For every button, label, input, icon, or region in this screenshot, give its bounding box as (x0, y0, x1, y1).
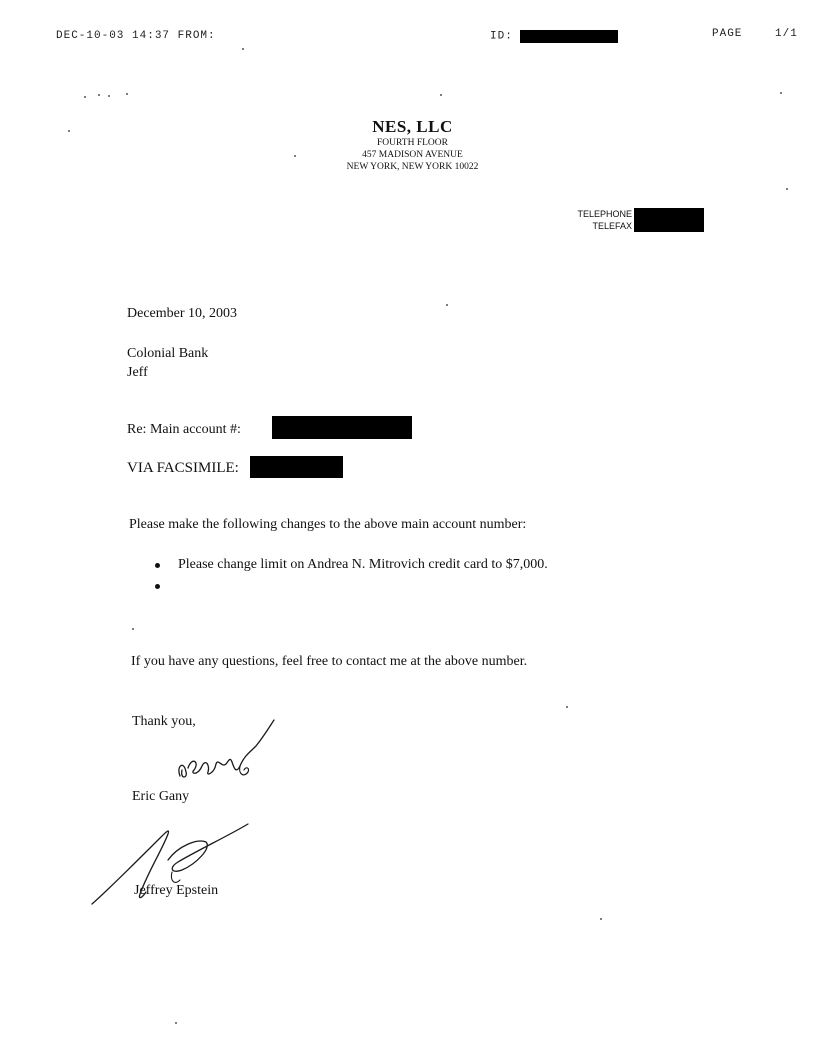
scan-speck (446, 304, 448, 306)
address-line: NEW YORK, NEW YORK 10022 (346, 162, 479, 172)
fax-id (490, 30, 618, 43)
scan-speck (126, 93, 128, 95)
scan-speck (98, 94, 100, 96)
scan-speck (440, 94, 442, 96)
intro-paragraph: Please make the following changes to the above main account number: (129, 517, 527, 532)
thanks-line: Thank you, (132, 714, 196, 729)
telephone-label: TELEPHONE (577, 209, 632, 219)
telephone-row (560, 208, 710, 220)
signer-name: Eric Gany (132, 789, 190, 804)
scan-speck (786, 188, 788, 190)
scan-speck (132, 628, 134, 630)
fax-page-number: 1/1 (775, 28, 798, 40)
bullet-item: Please change limit on Andrea N. Mitrovich credit card to $7,000. (178, 557, 548, 572)
company-name: NES, LLC (372, 117, 453, 136)
scan-speck (780, 92, 782, 94)
fax-header (0, 30, 817, 46)
closing-paragraph: If you have any questions, feel free to contact me at the above number. (131, 654, 528, 669)
via-label: VIA FACSIMILE: (127, 460, 239, 476)
redaction-bar (250, 456, 343, 478)
scan-speck (84, 96, 86, 98)
address-line: 457 MADISON AVENUE (362, 150, 463, 160)
redaction-bar (272, 416, 412, 439)
recipient-line: Colonial Bank (127, 346, 209, 361)
bullet-dot (155, 563, 160, 568)
redaction-bar (634, 220, 704, 232)
scan-speck (68, 130, 70, 132)
redaction-bar (634, 208, 704, 220)
scan-speck (242, 48, 244, 50)
re-label: Re: Main account #: (127, 422, 241, 437)
letter-date: December 10, 2003 (127, 306, 238, 321)
recipient-line: Jeff (127, 365, 148, 380)
via-line (127, 459, 239, 477)
re-line (127, 421, 241, 439)
telefax-row (560, 220, 710, 232)
signer-name: Jeffrey Epstein (134, 883, 219, 898)
contact-block (560, 208, 710, 232)
fax-id-label: ID: (490, 30, 513, 43)
scan-speck (108, 95, 110, 97)
scan-speck (566, 706, 568, 708)
scan-speck (600, 918, 602, 920)
address-line: FOURTH FLOOR (377, 138, 448, 148)
telefax-label: TELEFAX (592, 221, 632, 231)
scan-speck (294, 155, 296, 157)
fax-page-label: PAGE (712, 28, 743, 40)
redaction-bar (520, 30, 618, 43)
letterhead (4, 117, 817, 173)
fax-datetime-from: DEC-10-03 14:37 FROM: (56, 30, 216, 42)
scan-speck (175, 1022, 177, 1024)
bullet-dot (155, 584, 160, 589)
signature-eric-gany (170, 716, 280, 784)
